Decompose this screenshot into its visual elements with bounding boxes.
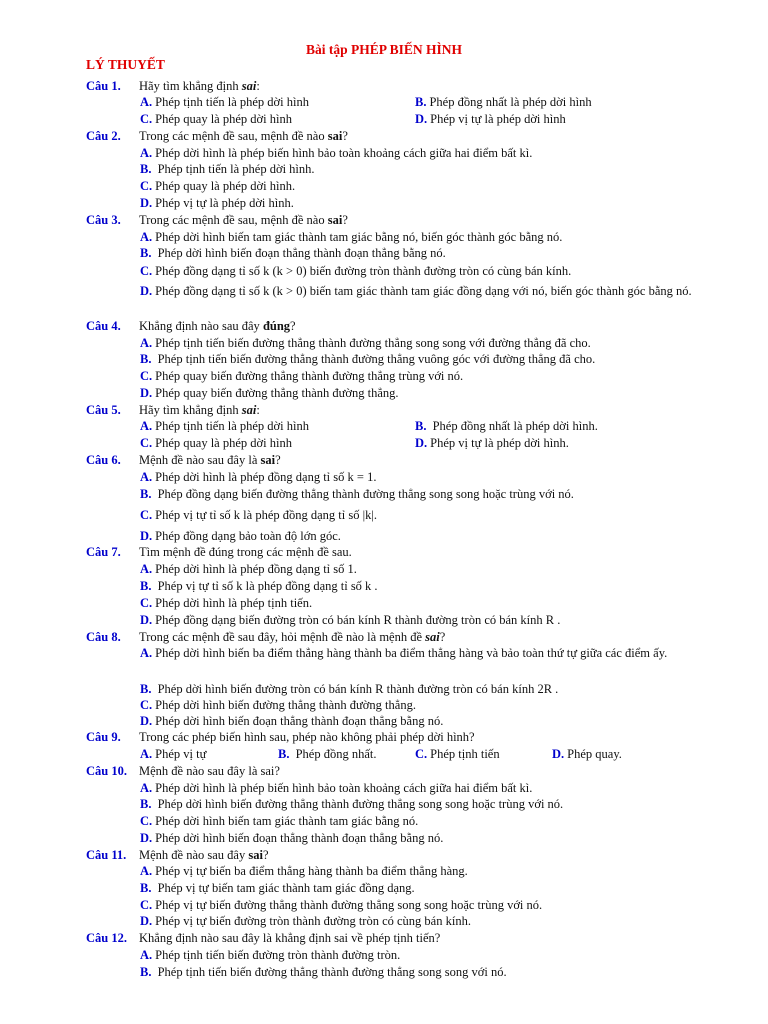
answer-option-text: Phép quay là phép dời hình — [155, 112, 292, 126]
question-number: Câu 11. — [86, 848, 127, 862]
answer-option — [140, 578, 378, 594]
answer-option-letter: D. — [140, 914, 153, 928]
answer-option — [140, 94, 309, 110]
answer-option-letter: B. — [140, 246, 152, 260]
answer-option-letter: B. — [140, 797, 152, 811]
answer-option — [140, 435, 292, 451]
answer-option — [140, 863, 468, 879]
question-text-pre: Khẳng định nào sau đây — [139, 319, 263, 333]
answer-option — [140, 681, 558, 697]
answer-option-letter: D. — [415, 112, 428, 126]
answer-option-text: Phép dời hình là phép tịnh tiến. — [155, 596, 313, 610]
question-text — [139, 847, 269, 863]
page-title-main: PHÉP BIẾN HÌNH — [350, 42, 463, 57]
answer-option — [140, 195, 294, 211]
answer-option-letter: C. — [140, 369, 153, 383]
answer-option-text: Phép quay là phép dời hình. — [155, 179, 296, 193]
answer-option-letter: C. — [140, 112, 153, 126]
answer-option-letter: D. — [140, 386, 153, 400]
answer-option-letter: B. — [140, 682, 152, 696]
question-text-post: : — [256, 79, 260, 93]
question-text-post: ? — [342, 129, 348, 143]
answer-option-text: Phép vị tự tỉ số k là phép đồng dạng tỉ số k . — [154, 579, 378, 593]
answer-option — [140, 178, 295, 194]
question-number: Câu 1. — [86, 79, 121, 93]
question-number: Câu 6. — [86, 453, 121, 467]
answer-option-letter: B. — [140, 162, 152, 176]
answer-option-text: Phép tịnh tiến biến đường thẳng thành đường thẳng song song với đường thẳng đã cho. — [155, 336, 591, 350]
question-keyword: đúng — [262, 319, 291, 333]
page-title — [0, 42, 768, 58]
answer-option-text: Phép vị tự biến đường thẳng thành đường thẳng song song hoặc trùng với nó. — [155, 898, 543, 912]
answer-option-text: Phép tịnh tiến là phép dời hình. — [154, 162, 315, 176]
answer-option — [140, 263, 571, 279]
answer-option-letter: A. — [140, 562, 153, 576]
question-stem — [86, 763, 736, 779]
question-text — [139, 629, 445, 645]
answer-option-letter: A. — [140, 470, 153, 484]
answer-option-letter: B. — [140, 881, 152, 895]
question-text-pre: Tìm mệnh đề đúng trong các mệnh đề sau. — [139, 545, 352, 559]
answer-option-letter: D. — [415, 436, 428, 450]
answer-option-text: Phép dời hình biến đường thẳng thành đường thẳng song song hoặc trùng với nó. — [154, 797, 564, 811]
answer-option-letter: A. — [140, 864, 153, 878]
question-stem — [86, 930, 736, 946]
answer-option-text: Phép vị tự tỉ số k là phép đồng dạng tỉ số |k|. — [155, 508, 377, 522]
answer-option — [140, 746, 206, 762]
answer-option-text: Phép tịnh tiến biến đường thẳng thành đường thẳng song song với nó. — [154, 965, 507, 979]
answer-option-letter: A. — [140, 146, 153, 160]
question-text — [139, 128, 348, 144]
answer-option-text: Phép vị tự biến ba điểm thẳng hàng thành ba điểm thẳng hàng. — [155, 864, 468, 878]
question-text — [139, 318, 296, 334]
question-text-post: ? — [342, 213, 348, 227]
answer-option-text: Phép quay. — [567, 747, 622, 761]
section-heading: LÝ THUYẾT — [86, 57, 165, 72]
answer-option-letter: B. — [140, 352, 152, 366]
question-stem — [86, 318, 736, 334]
answer-option-letter: A. — [140, 95, 153, 109]
answer-option — [140, 111, 292, 127]
answer-option — [140, 335, 591, 351]
question-text-post: ? — [275, 453, 281, 467]
question-text-post: ? — [290, 319, 296, 333]
answer-option-letter: A. — [140, 948, 153, 962]
answer-option-letter: B. — [140, 579, 152, 593]
answer-option-text: Phép dời hình biến đường tròn có bán kính R thành đường tròn có bán kính 2R . — [154, 682, 559, 696]
question-text — [139, 212, 348, 228]
question-stem — [86, 729, 736, 745]
answer-option-letter: A. — [140, 646, 153, 660]
answer-option — [140, 486, 574, 502]
question-stem — [86, 212, 736, 228]
question-keyword: sai — [248, 848, 263, 862]
answer-option-letter: C. — [140, 596, 153, 610]
question-keyword: sai — [241, 79, 257, 93]
question-stem — [86, 128, 736, 144]
question-keyword: sai — [327, 213, 343, 227]
question-text-post: : — [256, 403, 260, 417]
answer-option — [278, 746, 377, 762]
answer-option — [415, 418, 598, 434]
question-text-pre: Khẳng định nào sau đây là khẳng định sai về phép tịnh tiến? — [139, 931, 441, 945]
answer-option-text: Phép dời hình biến tam giác thành tam giác bằng nó, biến góc thành góc bằng nó. — [155, 230, 563, 244]
answer-option-letter: D. — [552, 747, 565, 761]
answer-option-letter: C. — [415, 747, 428, 761]
question-keyword: sai — [327, 129, 343, 143]
answer-option-text: Phép tịnh tiến — [430, 747, 500, 761]
answer-option — [140, 947, 400, 963]
answer-option — [140, 245, 446, 261]
question-text-pre: Hãy tìm khẳng định — [139, 403, 242, 417]
answer-option-letter: A. — [140, 747, 153, 761]
answer-option — [140, 469, 376, 485]
answer-option-text: Phép dời hình là phép đồng dạng tỉ số k = 1. — [155, 470, 377, 484]
answer-option-letter: C. — [140, 698, 153, 712]
answer-option — [140, 561, 357, 577]
answer-option — [140, 595, 312, 611]
answer-option-text: Phép tịnh tiến biến đường thẳng thành đường thẳng vuông góc với đường thẳng đã cho. — [154, 352, 596, 366]
answer-option-letter: A. — [140, 336, 153, 350]
answer-option-text: Phép dời hình là phép biến hình bảo toàn khoảng cách giữa hai điểm bất kì. — [155, 146, 533, 160]
answer-option — [140, 913, 471, 929]
question-text — [139, 78, 260, 94]
answer-option-letter: B. — [415, 95, 427, 109]
answer-option — [140, 645, 700, 677]
answer-option-letter: D. — [140, 613, 153, 627]
question-text-post: ? — [262, 848, 269, 862]
answer-option-letter: D. — [140, 196, 153, 210]
question-text — [139, 402, 260, 418]
answer-option — [140, 351, 595, 367]
answer-option-letter: B. — [140, 965, 152, 979]
answer-option — [140, 507, 377, 523]
answer-option — [140, 385, 399, 401]
answer-option — [140, 528, 341, 544]
answer-option — [140, 796, 563, 812]
answer-option-text: Phép đồng dạng bảo toàn độ lớn góc. — [155, 529, 341, 543]
question-number: Câu 5. — [86, 403, 121, 417]
answer-option — [140, 368, 463, 384]
answer-option-letter: C. — [140, 264, 153, 278]
answer-option-text: Phép vị tự biến tam giác thành tam giác đồng dạng. — [154, 881, 415, 895]
answer-option-text: Phép vị tự là phép dời hình. — [155, 196, 294, 210]
answer-option-letter: D. — [140, 529, 153, 543]
answer-option-letter: D. — [140, 714, 153, 728]
answer-option-text: Phép vị tự biến đường tròn thành đường tròn có cùng bán kính. — [155, 914, 471, 928]
question-stem — [86, 78, 736, 94]
answer-option — [140, 813, 418, 829]
question-text-pre: Mệnh đề nào sau đây — [139, 848, 249, 862]
question-number: Câu 12. — [86, 931, 127, 945]
answer-option-text: Phép đồng dạng tỉ số k (k > 0) biến đường tròn thành đường tròn có cùng bán kính. — [155, 264, 572, 278]
answer-option-letter: C. — [140, 179, 153, 193]
answer-option-letter: A. — [140, 781, 153, 795]
answer-option — [140, 697, 416, 713]
answer-option-letter: B. — [140, 487, 152, 501]
answer-option — [140, 283, 700, 315]
answer-option-text: Phép dời hình biến đoạn thẳng thành đoạn thẳng bằng nó. — [155, 831, 444, 845]
answer-option-text: Phép quay là phép dời hình — [155, 436, 292, 450]
answer-option-letter: A. — [140, 419, 153, 433]
answer-option — [140, 964, 507, 980]
answer-option-text: Phép vị tự là phép dời hình. — [430, 436, 569, 450]
answer-option — [140, 897, 542, 913]
question-number: Câu 9. — [86, 730, 121, 744]
answer-option — [140, 830, 443, 846]
answer-option-text: Phép dời hình biến đoạn thẳng thành đoạn thẳng bằng nó. — [154, 246, 446, 260]
question-keyword: sai — [260, 453, 276, 467]
answer-option — [415, 94, 592, 110]
answer-option-text: Phép đồng dạng biến đường thẳng thành đường thẳng song song hoặc trùng với nó. — [154, 487, 574, 501]
question-text-post: ? — [439, 630, 446, 644]
answer-option-letter: C. — [140, 814, 153, 828]
answer-option-text: Phép dời hình biến đoạn thẳng thành đoạn thẳng bằng nó. — [155, 714, 444, 728]
answer-option-text: Phép tịnh tiến biến đường tròn thành đường tròn. — [155, 948, 401, 962]
answer-option-text: Phép tịnh tiến là phép dời hình — [155, 419, 309, 433]
answer-option-letter: B. — [415, 419, 427, 433]
question-text — [139, 544, 352, 560]
question-stem — [86, 847, 736, 863]
answer-option-letter: A. — [140, 230, 153, 244]
answer-option-text: Phép đồng nhất là phép dời hình. — [429, 419, 598, 433]
answer-option-letter: D. — [140, 831, 153, 845]
answer-option-text: Phép vị tự — [155, 747, 207, 761]
question-text-pre: Hãy tìm khẳng định — [139, 79, 242, 93]
question-text — [139, 930, 440, 946]
answer-option-text: Phép vị tự là phép dời hình — [430, 112, 566, 126]
question-text-pre: Trong các mệnh đề sau, mệnh đề nào — [139, 213, 328, 227]
answer-option-letter: C. — [140, 508, 153, 522]
answer-option-text: Phép tịnh tiến là phép dời hình — [155, 95, 309, 109]
question-text-pre: Mệnh đề nào sau đây là sai? — [139, 764, 280, 778]
question-number: Câu 4. — [86, 319, 121, 333]
question-number: Câu 10. — [86, 764, 127, 778]
answer-option — [415, 435, 569, 451]
question-text — [139, 763, 280, 779]
question-number: Câu 3. — [86, 213, 121, 227]
answer-option — [140, 161, 315, 177]
answer-option — [140, 229, 562, 245]
answer-option — [140, 780, 532, 796]
question-stem — [86, 402, 736, 418]
answer-option-text: Phép đồng dạng tỉ số k (k > 0) biến tam giác thành tam giác đồng dạng với nó, biến góc thành góc bằng nó. — [155, 284, 692, 298]
answer-option-letter: C. — [140, 898, 153, 912]
answer-option — [140, 880, 415, 896]
answer-option-text: Phép quay biến đường thẳng thành đường thẳng trùng với nó. — [155, 369, 464, 383]
answer-option — [140, 612, 560, 628]
answer-option-text: Phép dời hình là phép đồng dạng tỉ số 1. — [155, 562, 357, 576]
question-keyword: sai — [241, 403, 257, 417]
answer-option-text: Phép quay biến đường thẳng thành đường thẳng. — [155, 386, 399, 400]
answer-option-text: Phép đồng nhất là phép dời hình — [429, 95, 592, 109]
answer-option-letter: C. — [140, 436, 153, 450]
answer-option — [140, 145, 532, 161]
answer-option-text: Phép dời hình biến đường thẳng thành đường thẳng. — [155, 698, 416, 712]
question-text — [139, 452, 281, 468]
question-number: Câu 7. — [86, 545, 121, 559]
answer-option-text: Phép đồng dạng biến đường tròn có bán kính R thành đường tròn có bán kính R . — [155, 613, 561, 627]
answer-option-text: Phép đồng nhất. — [292, 747, 377, 761]
question-text-pre: Trong các phép biến hình sau, phép nào không phải phép dời hình? — [139, 730, 475, 744]
question-stem — [86, 544, 736, 560]
answer-option — [552, 746, 622, 762]
question-stem — [86, 629, 736, 645]
answer-option-text: Phép dời hình biến ba điểm thẳng hàng thành ba điểm thẳng hàng và bảo toàn thứ tự giữa các điểm ấy. — [155, 646, 668, 660]
question-keyword: sai — [425, 630, 440, 644]
question-number: Câu 8. — [86, 630, 121, 644]
answer-option-letter: B. — [278, 747, 290, 761]
question-stem — [86, 452, 736, 468]
question-text-pre: Trong các mệnh đề sau đây, hỏi mệnh đề nào là mệnh đề — [139, 630, 426, 644]
answer-option-letter: D. — [140, 284, 153, 298]
answer-option — [415, 746, 500, 762]
answer-option-text: Phép dời hình biến tam giác thành tam giác bằng nó. — [155, 814, 419, 828]
question-text-pre: Trong các mệnh đề sau, mệnh đề nào — [139, 129, 328, 143]
question-number: Câu 2. — [86, 129, 121, 143]
question-text-pre: Mệnh đề nào sau đây là — [139, 453, 261, 467]
answer-option — [140, 713, 443, 729]
page-title-prefix: Bài tập — [305, 42, 351, 57]
answer-option — [140, 418, 309, 434]
answer-option-text: Phép dời hình là phép biến hình bảo toàn khoảng cách giữa hai điểm bất kì. — [155, 781, 533, 795]
question-text — [139, 729, 475, 745]
answer-option — [415, 111, 566, 127]
